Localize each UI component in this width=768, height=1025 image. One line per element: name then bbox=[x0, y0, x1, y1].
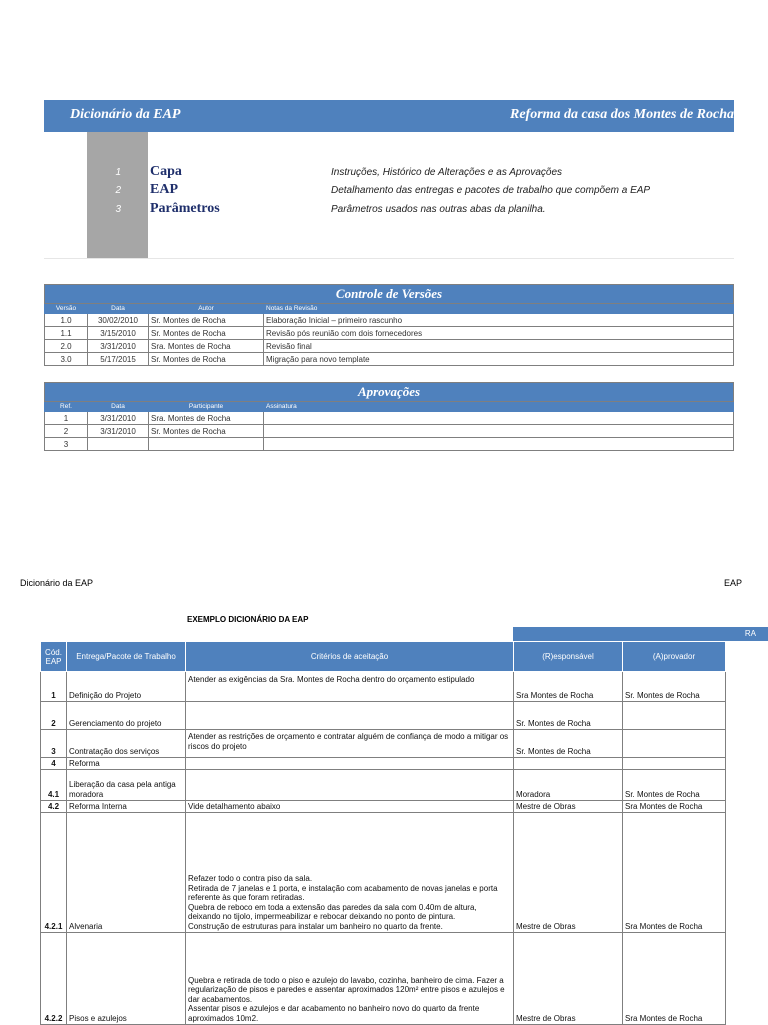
table-row bbox=[45, 327, 734, 340]
wbs-code: 4.2 bbox=[41, 801, 67, 813]
column-header: Ref. bbox=[45, 402, 88, 412]
ref-cell: 2 bbox=[45, 425, 88, 438]
table-row bbox=[41, 702, 726, 730]
column-header: Notas da Revisão bbox=[264, 304, 734, 314]
date-cell: 3/15/2010 bbox=[88, 327, 149, 340]
toc-description: Detalhamento das entregas e pacotes de trabalho que compõem a EAP bbox=[331, 185, 651, 196]
column-header: Autor bbox=[149, 304, 264, 314]
wbs-criteria: Atender as exigências da Sra. Montes de Rocha dentro do orçamento estipulado bbox=[186, 672, 514, 702]
wbs-criteria: Refazer todo o contra piso da sala. Retirada de 7 janelas e 1 porta, e instalação com acabamento de novas janelas e porta referente às que foram retiradas. Quebra de reboco em toda a extensão das paredes da sala com 0.40m de altura, deixando no tijolo, impermeabilizar e rebocar deixando no ponto de pintura. Construção de estruturas para instalar um banheiro no quarto da frente. bbox=[186, 813, 514, 933]
notes-cell: Migração para novo template bbox=[264, 353, 734, 366]
page2-right-header: EAP bbox=[724, 578, 743, 588]
wbs-responsible: Mestre de Obras bbox=[514, 813, 623, 933]
wbs-responsible: Moradora bbox=[514, 770, 623, 801]
table-row bbox=[41, 730, 726, 758]
wbs-name: Reforma Interna bbox=[67, 801, 186, 813]
wbs-approver: Sra Montes de Rocha bbox=[623, 801, 726, 813]
column-header: Data bbox=[88, 402, 149, 412]
wbs-name: Liberação da casa pela antiga moradora bbox=[67, 770, 186, 801]
date-cell: 3/31/2010 bbox=[88, 412, 149, 425]
wbs-responsible bbox=[514, 758, 623, 770]
column-header: Data bbox=[88, 304, 149, 314]
ref-cell: 3 bbox=[45, 438, 88, 451]
wbs-approver bbox=[623, 758, 726, 770]
notes-cell: Elaboração Inicial – primeiro rascunho bbox=[264, 314, 734, 327]
signature-cell[interactable] bbox=[264, 412, 734, 425]
header-banner bbox=[44, 100, 734, 132]
approvals-title: Aprovações bbox=[45, 383, 734, 402]
toc-link-capa[interactable]: Capa bbox=[150, 164, 182, 179]
column-header: Assinatura bbox=[264, 402, 734, 412]
wbs-approver: Sr. Montes de Rocha bbox=[623, 672, 726, 702]
wbs-criteria: Atender as restrições de orçamento e contratar alguém de confiança de modo a mitigar os riscos do projeto bbox=[186, 730, 514, 758]
ra-label: RA bbox=[744, 629, 756, 638]
date-cell: 3/31/2010 bbox=[88, 425, 149, 438]
toc-number: 2 bbox=[115, 185, 121, 196]
ra-header-bar bbox=[513, 627, 768, 641]
wbs-code: 4.2.1 bbox=[41, 813, 67, 933]
wbs-name: Contratação dos serviços bbox=[67, 730, 186, 758]
table-row bbox=[45, 340, 734, 353]
participant-cell: Sra. Montes de Rocha bbox=[149, 412, 264, 425]
notes-cell: Revisão pós reunião com dois fornecedores bbox=[264, 327, 734, 340]
wbs-name: Alvenaria bbox=[67, 813, 186, 933]
wbs-code: 4.1 bbox=[41, 770, 67, 801]
toc-number: 1 bbox=[115, 167, 121, 178]
header-title: Dicionário da EAP bbox=[70, 107, 181, 122]
toc-link-parametros[interactable]: Parâmetros bbox=[150, 201, 220, 216]
approvals-table bbox=[44, 382, 734, 451]
wbs-code: 1 bbox=[41, 672, 67, 702]
table-row bbox=[41, 758, 726, 770]
table-row bbox=[41, 933, 726, 1025]
wbs-responsible: Mestre de Obras bbox=[514, 801, 623, 813]
wbs-name: Reforma bbox=[67, 758, 186, 770]
page2-left-header: Dicionário da EAP bbox=[20, 578, 94, 588]
column-header: Cód. EAP bbox=[41, 642, 67, 672]
wbs-code: 3 bbox=[41, 730, 67, 758]
wbs-responsible: Sr. Montes de Rocha bbox=[514, 702, 623, 730]
version-cell: 2.0 bbox=[45, 340, 88, 353]
toc-number: 3 bbox=[115, 204, 121, 215]
wbs-approver bbox=[623, 730, 726, 758]
wbs-criteria bbox=[186, 702, 514, 730]
column-header: Critérios de aceitação bbox=[186, 642, 514, 672]
version-cell: 3.0 bbox=[45, 353, 88, 366]
table-row bbox=[41, 770, 726, 801]
table-row bbox=[45, 353, 734, 366]
wbs-name: Gerenciamento do projeto bbox=[67, 702, 186, 730]
table-row bbox=[41, 672, 726, 702]
wbs-code: 4.2.2 bbox=[41, 933, 67, 1025]
example-title: EXEMPLO DICIONÁRIO DA EAP bbox=[187, 615, 309, 624]
wbs-criteria: Quebra e retirada de todo o piso e azulejo do lavabo, cozinha, banheiro de cima. Fazer a regularização de pisos e paredes e assentar aproximados 120m² entre pisos e azulejos e dar acabamentos. Assentar pisos e azulejos e dar acabamento no banheiro novo do quarto da frente aproximados 10m2. bbox=[186, 933, 514, 1025]
toc-description: Instruções, Histórico de Alterações e as Aprovações bbox=[331, 167, 563, 178]
date-cell: 3/31/2010 bbox=[88, 340, 149, 353]
wbs-approver: Sra Montes de Rocha bbox=[623, 813, 726, 933]
ref-cell: 1 bbox=[45, 412, 88, 425]
toc-link-eap[interactable]: EAP bbox=[150, 182, 178, 197]
wbs-dictionary-table bbox=[40, 641, 726, 1025]
wbs-criteria: Vide detalhamento abaixo bbox=[186, 801, 514, 813]
table-row bbox=[45, 412, 734, 425]
wbs-name: Definição do Projeto bbox=[67, 672, 186, 702]
column-header: Participante bbox=[149, 402, 264, 412]
version-cell: 1.1 bbox=[45, 327, 88, 340]
author-cell: Sr. Montes de Rocha bbox=[149, 327, 264, 340]
versions-table bbox=[44, 284, 734, 366]
signature-cell[interactable] bbox=[264, 438, 734, 451]
project-title: Reforma da casa dos Montes de Rocha bbox=[510, 107, 734, 122]
participant-cell bbox=[149, 438, 264, 451]
table-row bbox=[41, 801, 726, 813]
toc-description: Parâmetros usados nas outras abas da planilha. bbox=[331, 204, 546, 215]
date-cell bbox=[88, 438, 149, 451]
divider bbox=[44, 258, 734, 259]
column-header: (R)esponsável bbox=[514, 642, 623, 672]
author-cell: Sr. Montes de Rocha bbox=[149, 353, 264, 366]
author-cell: Sra. Montes de Rocha bbox=[149, 340, 264, 353]
wbs-code: 4 bbox=[41, 758, 67, 770]
notes-cell: Revisão final bbox=[264, 340, 734, 353]
wbs-responsible: Sra Montes de Rocha bbox=[514, 672, 623, 702]
wbs-approver: Sra Montes de Rocha bbox=[623, 933, 726, 1025]
table-row bbox=[41, 813, 726, 933]
wbs-approver bbox=[623, 702, 726, 730]
wbs-code: 2 bbox=[41, 702, 67, 730]
date-cell: 5/17/2015 bbox=[88, 353, 149, 366]
author-cell: Sr. Montes de Rocha bbox=[149, 314, 264, 327]
table-row bbox=[45, 438, 734, 451]
table-row bbox=[45, 314, 734, 327]
wbs-name: Pisos e azulejos bbox=[67, 933, 186, 1025]
participant-cell: Sr. Montes de Rocha bbox=[149, 425, 264, 438]
wbs-criteria bbox=[186, 758, 514, 770]
column-header: (A)provador bbox=[623, 642, 726, 672]
wbs-criteria bbox=[186, 770, 514, 801]
column-header: Versão bbox=[45, 304, 88, 314]
versions-title: Controle de Versões bbox=[45, 285, 734, 304]
version-cell: 1.0 bbox=[45, 314, 88, 327]
signature-cell[interactable] bbox=[264, 425, 734, 438]
table-row bbox=[45, 425, 734, 438]
wbs-approver: Sr. Montes de Rocha bbox=[623, 770, 726, 801]
column-header: Entrega/Pacote de Trabalho bbox=[67, 642, 186, 672]
wbs-responsible: Sr. Montes de Rocha bbox=[514, 730, 623, 758]
date-cell: 30/02/2010 bbox=[88, 314, 149, 327]
wbs-responsible: Mestre de Obras bbox=[514, 933, 623, 1025]
